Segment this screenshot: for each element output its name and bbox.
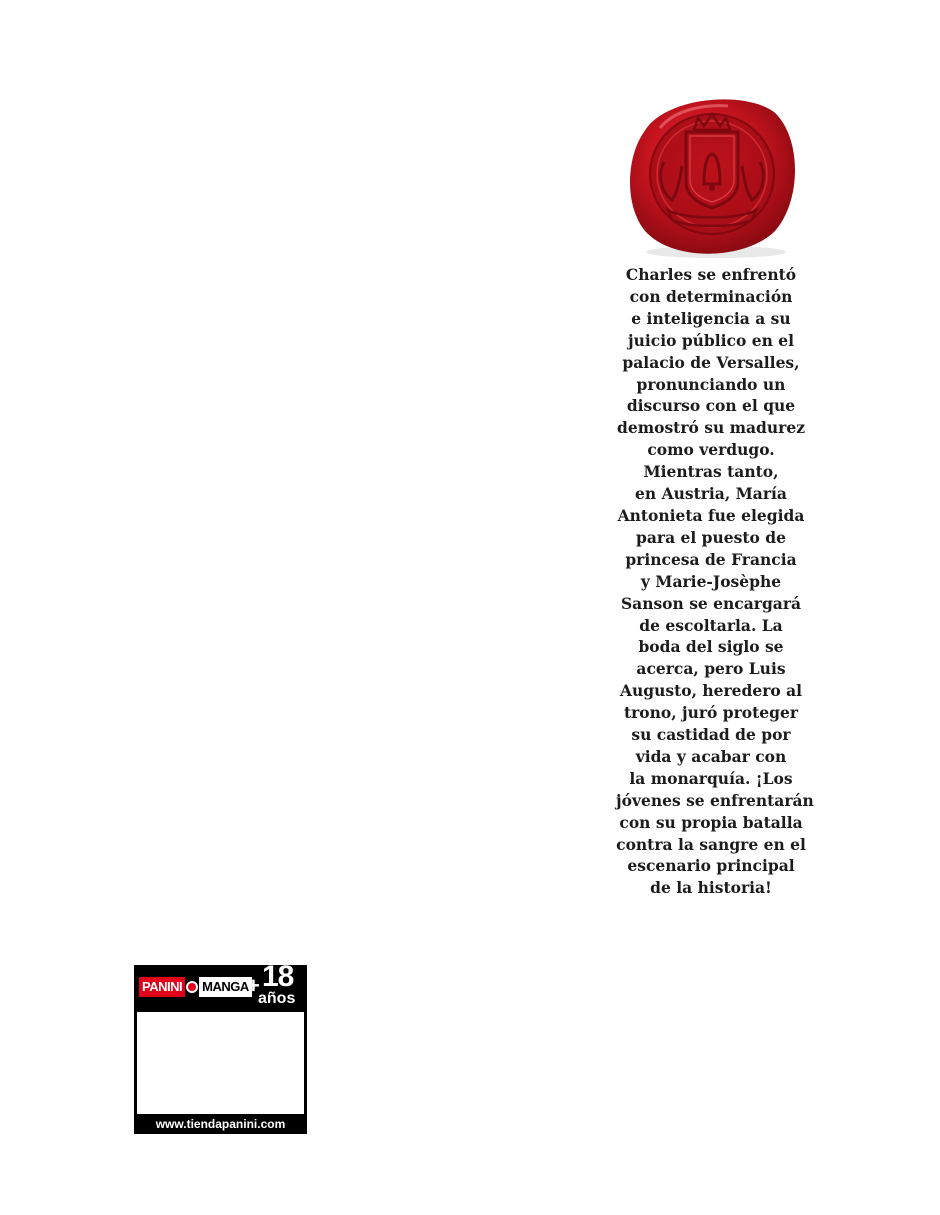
synopsis-line: de escoltarla. La xyxy=(639,615,783,635)
synopsis-line: Mientras tanto, xyxy=(643,462,779,482)
synopsis-line: juicio público en el xyxy=(628,330,794,350)
synopsis-line: demostró su madurez xyxy=(617,418,805,438)
store-url: www.tiendapanini.com xyxy=(155,1117,286,1131)
synopsis-line: vida y acabar con xyxy=(635,746,787,766)
synopsis-line: con determinación xyxy=(629,286,793,306)
synopsis-line: en Austria, María xyxy=(635,484,787,504)
synopsis-line: palacio de Versalles, xyxy=(622,352,800,372)
synopsis-line: trono, juró proteger xyxy=(623,703,799,723)
synopsis-line: escenario principal xyxy=(627,856,795,876)
synopsis-line: y Marie-Josèphe xyxy=(640,571,782,591)
rating-blank-area xyxy=(137,1012,304,1114)
synopsis-line: Sanson se encargará xyxy=(620,593,802,613)
synopsis-line: jóvenes se enfrentarán xyxy=(616,790,814,810)
synopsis-line: contra la sangre en el xyxy=(616,834,806,854)
synopsis-line: Charles se enfrentó xyxy=(625,265,797,284)
age-rating-box xyxy=(134,960,307,1134)
synopsis-line: su castidad de por xyxy=(631,725,791,745)
synopsis-line: como verdugo. xyxy=(647,440,775,460)
synopsis-line: Antonieta fue elegida xyxy=(617,505,805,525)
synopsis-line: boda del siglo se xyxy=(638,637,784,657)
age-plus: + xyxy=(247,973,260,998)
synopsis-line: la monarquía. ¡Los xyxy=(629,768,793,788)
synopsis-line: acerca, pero Luis xyxy=(636,659,786,679)
synopsis-line: princesa de Francia xyxy=(625,549,797,569)
age-number: 18 xyxy=(262,960,294,993)
synopsis-line: pronunciando un xyxy=(636,374,786,394)
age-unit: años xyxy=(258,990,296,1007)
brand-manga: MANGA xyxy=(199,977,252,997)
synopsis-line: e inteligencia a su xyxy=(631,308,791,328)
rating-header xyxy=(134,960,307,1011)
synopsis-line: con su propia batalla xyxy=(619,812,803,832)
synopsis-line: de la historia! xyxy=(650,878,772,898)
synopsis-text xyxy=(616,264,814,899)
synopsis-line: discurso con el que xyxy=(626,396,796,416)
synopsis-line: para el puesto de xyxy=(636,527,786,547)
brand-panini: PANINI xyxy=(139,977,185,997)
panini-manga-logo xyxy=(139,977,252,997)
synopsis-line: Augusto, heredero al xyxy=(619,681,803,701)
wax-seal-icon xyxy=(624,92,802,262)
brand-dot-icon xyxy=(186,981,198,993)
